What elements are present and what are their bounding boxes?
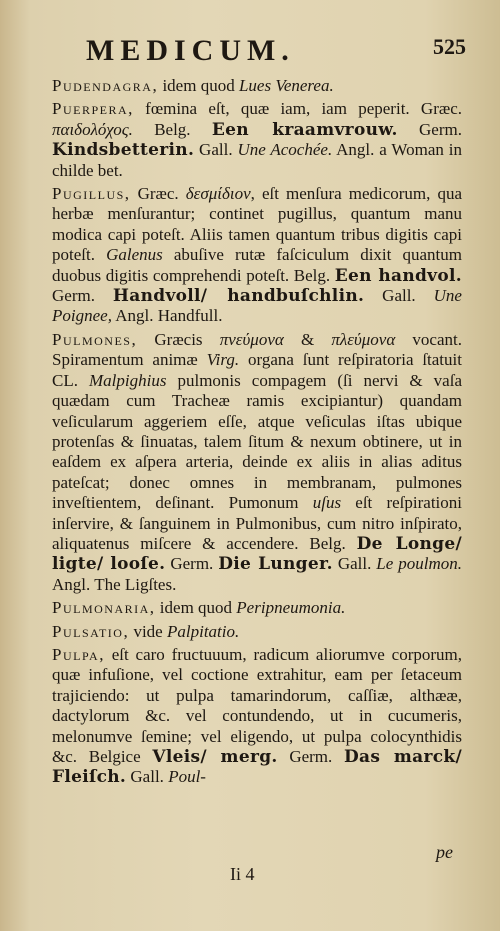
- entry-text: &: [283, 329, 332, 349]
- entry-text: abuſive rutæ faſciculum dixit quantum duobus digitis comprehendi poteſt. Belg.: [52, 245, 462, 285]
- blackletter-term: Kindsbetterin.: [52, 140, 195, 161]
- italic-term: Poul-: [168, 767, 206, 787]
- entry-headword: Pulmones,: [52, 329, 138, 349]
- italic-term: Une Poignee,: [52, 286, 462, 326]
- italic-term: Peripneumonia.: [236, 598, 346, 618]
- dictionary-entry: [52, 184, 462, 327]
- entry-text: eſt caro fructuuum, radicum aliorumve corporum, quæ infuſione, vel coctione extrahitur, eam per ſetaceum trajiciendo: ut pulpa tamarindorum, caſſiæ, althææ, dactylorum &c. vel contundendo, ut in cucumeris, melonumve ſemine; vel eligendo, ut pulpa colocynthidis &c. Belgice: [52, 644, 462, 766]
- entry-text: vide: [129, 621, 167, 641]
- italic-term: Galenus: [106, 245, 163, 265]
- dictionary-entries: [52, 76, 462, 791]
- entry-text: Germ.: [277, 747, 344, 766]
- entry-text: eſt reſpirationi inſervire, & ſanguinem in Pulmonibus, cum nitro inſpirato, aliquatenus miſcere & accendere. Belg.: [52, 493, 462, 553]
- entry-text: Angl. Handfull.: [111, 306, 223, 326]
- entry-text: Germ.: [165, 554, 219, 574]
- entry-text: Gall.: [194, 140, 238, 160]
- entry-text: idem quod: [158, 76, 239, 95]
- entry-headword: Pudendagra,: [52, 76, 159, 95]
- italic-term: πνεύμονα: [219, 329, 284, 349]
- page-footer: [0, 842, 500, 894]
- blackletter-term: Vleis/ merg.: [152, 747, 278, 767]
- entry-text: Germ.: [397, 119, 462, 139]
- italic-term: πλεύμονα: [331, 329, 396, 349]
- entry-text: Græc.: [130, 184, 186, 204]
- entry-text: Angl. The Ligſtes.: [52, 574, 177, 594]
- blackletter-term: Das marck/ Fleiſch.: [52, 747, 462, 788]
- entry-headword: Pulmonaria,: [52, 598, 156, 618]
- italic-term: δεσμίδιον: [185, 184, 251, 204]
- entry-headword: Pulpa,: [52, 644, 105, 664]
- entry-text: Belg.: [132, 119, 212, 139]
- dictionary-entry: [52, 99, 462, 181]
- dictionary-entry: [52, 622, 462, 642]
- italic-term: παιδολόχος.: [52, 119, 133, 139]
- blackletter-term: Handvoll/ handbuſchlin.: [112, 286, 365, 307]
- page-number: 525: [433, 34, 466, 59]
- entry-text: fœmina eſt, quæ iam, iam peperit. Græc.: [133, 99, 462, 119]
- entry-text: idem quod: [155, 598, 237, 618]
- dictionary-entry: [52, 330, 462, 595]
- italic-term: Lues Venerea.: [238, 76, 334, 95]
- italic-term: Palpitatio.: [166, 621, 240, 641]
- entry-text: pulmonis compagem (ſi nervi & vaſa quædam cum Tracheæ ramis excipiantur) quandam veſicularum aggeriem eſſe, atque veſiculas iſtas ubique protenſas & ſinuatas, talem ſitum & nexum obtinere, ut in eaſdem ex aſpera arteria, deinde ex aliis in alias aditus pateſcat; donec omnes in membranam, pulmones inveſtientem, deſinant. Pumonum: [52, 370, 462, 513]
- italic-term: Le poulmon.: [376, 554, 462, 574]
- entry-headword: Puerpera,: [52, 99, 134, 119]
- blackletter-term: Die Lunger.: [218, 554, 333, 575]
- entry-text: organa ſunt reſpiratoria ſtatuit CL.: [52, 350, 462, 390]
- dictionary-entry: [52, 645, 462, 788]
- blackletter-term: Een kraamvrouw.: [211, 119, 398, 140]
- entry-text: Germ.: [52, 286, 113, 306]
- entry-text: Gall.: [126, 767, 169, 787]
- entry-text: Angl. a Woman in childe bet.: [52, 140, 462, 180]
- signature-mark: Ii 4: [230, 864, 255, 884]
- entry-text: vocant. Spiramentum animæ: [52, 329, 462, 370]
- catchword: pe: [436, 842, 453, 862]
- italic-term: Malpighius: [89, 370, 167, 390]
- entry-text: Gall.: [332, 554, 377, 574]
- dictionary-entry: [52, 76, 462, 96]
- dictionary-entry: [52, 598, 462, 618]
- italic-term: Une Acochée.: [237, 140, 333, 160]
- italic-term: Virg.: [206, 350, 240, 370]
- blackletter-term: De Longe/ ligte/ looſe.: [52, 533, 462, 575]
- entry-headword: Pulsatio,: [52, 621, 130, 641]
- italic-term: uſus: [312, 493, 342, 513]
- entry-text: Græcis: [137, 329, 220, 349]
- running-title: MEDICUM.: [86, 34, 295, 67]
- entry-headword: Pugillus,: [52, 184, 131, 204]
- entry-text: , eſt menſura medicorum, qua herbæ menſurantur; continet pugillus, quantum manu modica capi poteſt. Aliis tamen quantum tribus digitis capi poteſt.: [52, 184, 462, 265]
- blackletter-term: Een handvol.: [334, 265, 462, 286]
- running-header: [0, 34, 500, 74]
- entry-text: Gall.: [364, 286, 434, 306]
